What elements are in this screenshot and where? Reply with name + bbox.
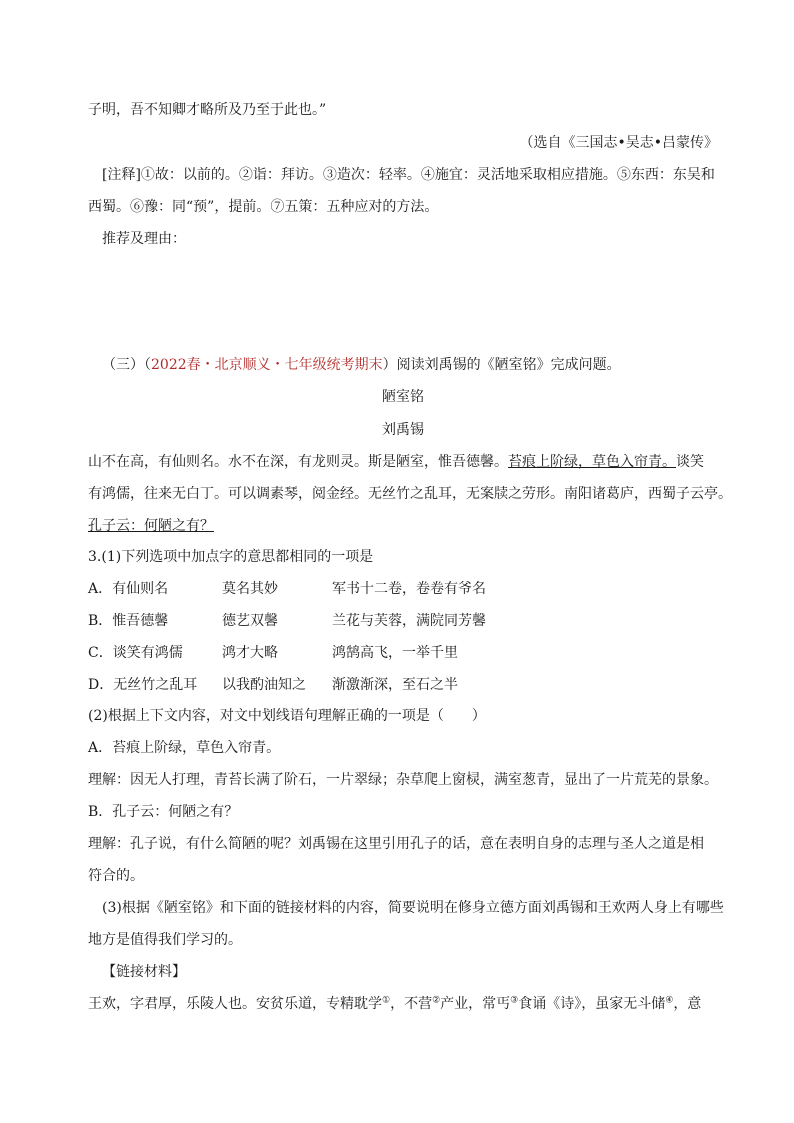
text-line: 子明，吾不知卿才略所及乃至于此也。” — [88, 102, 327, 118]
exam-source-tag: 2022春・北京顺义・七年级统考期末 — [151, 357, 383, 373]
option-row: B．惟吾德馨 德艺双馨 兰花与芙蓉，满院同芳馨 — [88, 613, 486, 629]
question-stem: (2)根据上下文内容，对文中划线语句理解正确的一项是（ ） — [88, 708, 486, 724]
annotation-line: 西蜀。⑥豫：同“预”，提前。⑦五策：五种应对的方法。 — [88, 199, 439, 215]
source-citation: （选自《三国志•吴志•吕蒙传》 — [519, 135, 718, 151]
annotation-line: [注释]①故：以前的。②诣：拜访。③造次：轻率。④施宜：灵活地采取相应措施。⑤东西：东吴和 — [102, 167, 715, 183]
option-row: D．无丝竹之乱耳 以我酌油知之 渐激渐深，至石之半 — [88, 677, 458, 693]
underlined-sentence: 苔痕上阶绿，草色入帘青。 — [508, 454, 676, 470]
question-stem: 3.(1)下列选项中加点字的意思都相同的一项是 — [88, 549, 374, 565]
recommend-prompt: 推荐及理由： — [102, 231, 186, 247]
underlined-sentence: 孔子云：何陋之有？ — [88, 518, 214, 534]
passage-line: 有鸿儒，往来无白丁。可以调素琴，阅金经。无丝竹之乱耳，无案牍之劳形。南阳诸葛庐，西蜀子云亭。 — [88, 486, 732, 502]
explanation-text: 理解：孔子说，有什么简陋的呢？刘禹锡在这里引用孔子的话，意在表明自身的志理与圣人之道是相 — [88, 836, 704, 852]
question-stem: (3)根据《陋室铭》和下面的链接材料的内容，简要说明在修身立德方面刘禹锡和王欢两人身上有哪些 — [102, 900, 724, 916]
explanation-text: 符合的。 — [88, 868, 144, 884]
passage-line — [88, 516, 214, 536]
explanation-text: 理解：因无人打理，青苔长满了阶石，一片翠绿；杂草爬上窗棂，满室葱青，显出了一片荒芜的景象。 — [88, 772, 718, 788]
link-material-title: 【链接材料】 — [102, 964, 186, 980]
option-row: C．谈笑有鸿儒 鸿才大略 鸿鹄高飞，一举千里 — [88, 645, 458, 661]
section-heading: （三）（2022春・北京顺义・七年级统考期末）阅读刘禹锡的《陋室铭》完成问题。 — [102, 357, 621, 373]
passage-author: 刘禹锡 — [382, 422, 424, 438]
passage-line: 山不在高，有仙则名。水不在深，有龙则灵。斯是陋室，惟吾德馨。苔痕上阶绿，草色入帘青。谈笑 — [88, 454, 704, 470]
option-text: A．苔痕上阶绿，草色入帘青。 — [88, 740, 281, 756]
passage-title: 陋室铭 — [382, 389, 424, 405]
link-material-text: 王欢，字君厚，乐陵人也。安贫乐道，专精耽学①，不营②产业，常丐③食诵《诗》，虽家无斗储④，意 — [88, 995, 702, 1012]
option-row: A．有仙则名 莫名其妙 军书十二卷，卷卷有爷名 — [88, 581, 486, 597]
option-text: B．孔子云：何陋之有？ — [88, 804, 239, 820]
question-stem: 地方是值得我们学习的。 — [88, 932, 242, 948]
